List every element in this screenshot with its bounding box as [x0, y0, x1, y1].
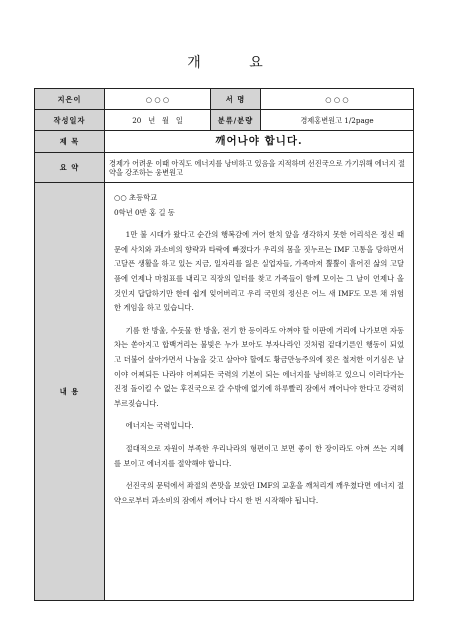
- paragraph-5: 선진국의 문턱에서 좌절의 쓴맛을 보았던 IMF의 교훈을 깨처리게 깨우쳤다면 에너지 절약으로부터 과소비의 잠에서 깨어나 다시 한 번 시작해야 됩니다.: [114, 481, 404, 505]
- content-label: 내 용: [35, 183, 105, 601]
- paragraph-3: 에너지는 국력입니다.: [125, 421, 194, 431]
- content-row: [35, 183, 414, 601]
- paragraph-2: 기름 한 방울, 수돗물 한 방울, 전기 한 등이라도 아껴야 할 이판에 거리에 나가보면 자동차는 쏟아지고 합백거리는 불빛은 누가 보아도 부자나라인 것처럼 겉대기른인 행동이 되었고 더불어 살아가면서 나눔을 갖고 살아야 할에도 황금만능주의에 젖은 철저한 이기심은 날이야 어찌되든 나라야 어찌되든 국력의 기본이 되는 에너지를 낭비하고 있으니 이러다가는 진정 돌이킬 수 없는 후진국으로 갈 수밖에 없기에 하루빨리 잠에서 깨어나야 한다고 강력히 부르짖습니다.: [114, 325, 404, 408]
- category-value: 경제홍변원고 1/2page: [261, 110, 414, 131]
- date-row: [35, 110, 414, 131]
- paragraph-1: 1만 불 시대가 왔다고 순간의 행복감에 겨어 한치 앞을 생각하지 못한 어리석은 정신 때문에 사치와 과소비의 향략과 타락에 빠졌다가 우리의 몸을 짓누르는 IMF 고통을 당하면서 고달픈 생활을 하고 있는 지금, 일자리를 잃은 실업자들, 가족마저 뿔뿔이 흩어진 삶의 고달픔에 언제나 마침표를 내리고 직장의 일터를 찾고 가족들이 함께 모이는 그 날이 언제나 올 것인지 답답하기만 한데 쉽게 잊어버리고 우리 국민의 정신은 어느 새 IMF도 모른 채 위험한 게임을 하고 있습니다.: [114, 230, 404, 313]
- summary-label: 요 약: [35, 153, 105, 183]
- author-value: ○ ○ ○: [105, 89, 211, 110]
- author-row: [35, 89, 414, 110]
- summary-row: [35, 153, 414, 183]
- subject-label: 제 목: [35, 131, 105, 153]
- signature-label: 서 명: [211, 89, 261, 110]
- document-title: 개 요: [187, 55, 285, 71]
- date-label: 작성일자: [35, 110, 105, 131]
- author-label: 지은이: [35, 89, 105, 110]
- paragraph-4: 절대적으로 자원이 부족한 우리나라의 형편이고 보면 좋이 한 장이라도 아껴 쓰는 지혜를 보이고 에너지를 절약해야 합니다.: [114, 443, 404, 468]
- subject-row: [35, 131, 414, 153]
- date-value: 20 년 월 일: [105, 110, 211, 131]
- summary-value: 경제가 어려운 이때 아직도 에너지를 낭비하고 있음을 지적하며 선진국으로 가기위해 에너지 절약을 강조하는 웅변원고: [105, 153, 414, 183]
- category-label: 분류/분량: [211, 110, 261, 131]
- subject-value: 깨어나야 합니다.: [105, 131, 414, 153]
- summary-form: [34, 88, 414, 601]
- student-line: 0학년 0반 홍 길 동: [114, 207, 175, 217]
- school-line: ○○ 초등학교: [114, 193, 158, 202]
- signature-value: ○ ○ ○: [261, 89, 414, 110]
- content-body: [105, 183, 414, 601]
